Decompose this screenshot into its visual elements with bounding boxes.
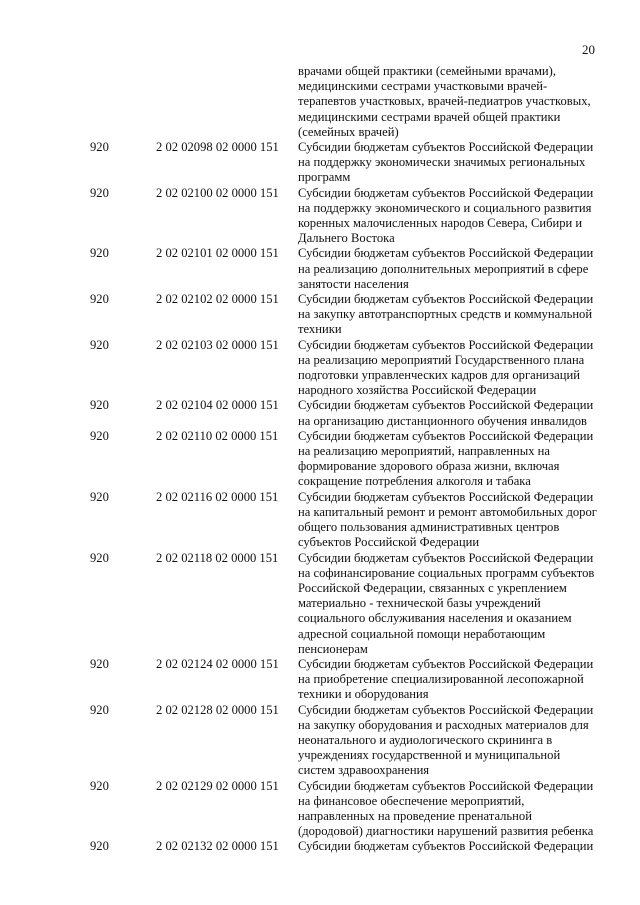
- description-line: Субсидии бюджетам субъектов Российской Федерации: [298, 839, 594, 854]
- description-cell: [298, 551, 610, 657]
- description-line: на закупку автотранспортных средств и коммунальной: [298, 307, 593, 322]
- description-line: на капитальный ремонт и ремонт автомобильных дорог: [298, 504, 597, 519]
- description-line: на реализацию мероприятий Государственного плана: [298, 352, 585, 367]
- admin-code-cell: 920: [90, 839, 109, 854]
- admin-code-cell: 920: [90, 246, 109, 261]
- description-cell: [298, 338, 610, 399]
- table-row: [0, 657, 640, 703]
- description-cell: [298, 779, 610, 840]
- description-line: на приобретение специализированной лесопожарной: [298, 672, 584, 687]
- admin-code-cell: 920: [90, 398, 109, 413]
- table-row: [0, 703, 640, 779]
- description-line: программ: [298, 170, 351, 185]
- description-line: Субсидии бюджетам субъектов Российской Федерации: [298, 778, 594, 793]
- description-cell: [298, 490, 610, 551]
- description-cell: [298, 64, 610, 140]
- description-line: Российской Федерации, связанных с укреплением: [298, 580, 567, 595]
- table-row: [0, 186, 640, 247]
- budget-code-cell: 2 02 02116 02 0000 151: [156, 489, 279, 504]
- budget-code-cell: 2 02 02100 02 0000 151: [156, 185, 279, 200]
- description-line: Субсидии бюджетам субъектов Российской Федерации: [298, 550, 594, 565]
- table-row: [0, 246, 640, 292]
- budget-code-cell: 2 02 02128 02 0000 151: [156, 702, 279, 717]
- description-line: Субсидии бюджетам субъектов Российской Федерации: [298, 489, 594, 504]
- description-line: направленных на проведение пренатальной: [298, 808, 532, 823]
- description-cell: [298, 429, 610, 490]
- description-line: занятости населения: [298, 276, 409, 291]
- description-line: на финансовое обеспечение мероприятий,: [298, 793, 525, 808]
- table-row: [0, 292, 640, 338]
- budget-code-cell: 2 02 02124 02 0000 151: [156, 656, 279, 671]
- description-line: Субсидии бюджетам субъектов Российской Федерации: [298, 398, 594, 413]
- description-line: материально - технической базы учреждений: [298, 596, 541, 611]
- budget-code-cell: 2 02 02129 02 0000 151: [156, 778, 279, 793]
- description-line: Субсидии бюджетам субъектов Российской Федерации: [298, 246, 594, 261]
- table-row: [0, 839, 640, 854]
- budget-code-cell: 2 02 02104 02 0000 151: [156, 398, 279, 413]
- description-line: субъектов Российской Федерации: [298, 535, 480, 550]
- table-row: [0, 490, 640, 551]
- admin-code-cell: 920: [90, 550, 109, 565]
- description-line: подготовки управленческих кадров для организаций: [298, 368, 580, 383]
- budget-code-cell: 2 02 02101 02 0000 151: [156, 246, 279, 261]
- description-line: Субсидии бюджетам субъектов Российской Федерации: [298, 702, 594, 717]
- table-row: [0, 398, 640, 428]
- description-cell: [298, 398, 610, 428]
- admin-code-cell: 920: [90, 778, 109, 793]
- description-line: социального обслуживания населения и оказанием: [298, 611, 572, 626]
- admin-code-cell: 920: [90, 656, 109, 671]
- description-line: Субсидии бюджетам субъектов Российской Федерации: [298, 656, 594, 671]
- description-line: Дальнего Востока: [298, 231, 395, 246]
- description-line: на реализацию мероприятий, направленных на: [298, 444, 551, 459]
- admin-code-cell: 920: [90, 292, 109, 307]
- description-cell: [298, 186, 610, 247]
- admin-code-cell: 920: [90, 489, 109, 504]
- description-cell: [298, 140, 610, 186]
- description-line: Субсидии бюджетам субъектов Российской Федерации: [298, 292, 594, 307]
- description-line: на поддержку экономически значимых региональных: [298, 155, 586, 170]
- table-row: [0, 338, 640, 399]
- budget-code-cell: 2 02 02103 02 0000 151: [156, 337, 279, 352]
- description-line: адресной социальной помощи неработающим: [298, 626, 546, 641]
- description-line: пенсионерам: [298, 641, 368, 656]
- description-line: формирование здорового образа жизни, включая: [298, 459, 560, 474]
- admin-code-cell: 920: [90, 140, 109, 155]
- admin-code-cell: 920: [90, 337, 109, 352]
- table-row: [0, 551, 640, 657]
- description-line: техники и оборудования: [298, 687, 429, 702]
- description-line: Субсидии бюджетам субъектов Российской Федерации: [298, 185, 594, 200]
- description-line: на организацию дистанционного обучения инвалидов: [298, 413, 587, 428]
- revenue-code-table: [0, 64, 640, 855]
- description-cell: [298, 839, 610, 854]
- description-line: врачами общей практики (семейными врачами),: [298, 64, 557, 78]
- description-line: медицинскими сестрами врачей общей практики: [298, 109, 561, 124]
- description-line: на реализацию дополнительных мероприятий в сфере: [298, 261, 589, 276]
- budget-code-cell: 2 02 02098 02 0000 151: [156, 140, 279, 155]
- description-line: Субсидии бюджетам субъектов Российской Федерации: [298, 337, 594, 352]
- description-line: общего пользования административных центров: [298, 520, 560, 535]
- budget-code-cell: 2 02 02118 02 0000 151: [156, 550, 279, 565]
- description-line: (дородовой) диагностики нарушений развития ребенка: [298, 824, 594, 839]
- admin-code-cell: 920: [90, 428, 109, 443]
- description-line: техники: [298, 322, 342, 337]
- description-cell: [298, 246, 610, 292]
- description-line: на софинансирование социальных программ субъектов: [298, 565, 595, 580]
- budget-code-cell: 2 02 02102 02 0000 151: [156, 292, 279, 307]
- table-row: [0, 429, 640, 490]
- table-row: [0, 779, 640, 840]
- description-cell: [298, 657, 610, 703]
- description-line: Субсидии бюджетам субъектов Российской Федерации: [298, 140, 594, 155]
- admin-code-cell: 920: [90, 702, 109, 717]
- description-line: на закупку оборудования и расходных материалов для: [298, 717, 589, 732]
- budget-code-cell: 2 02 02110 02 0000 151: [156, 428, 279, 443]
- description-line: (семейных врачей): [298, 124, 399, 139]
- admin-code-cell: 920: [90, 185, 109, 200]
- description-line: коренных малочисленных народов Севера, Сибири и: [298, 216, 583, 231]
- description-line: на поддержку экономического и социального развития: [298, 200, 592, 215]
- table-row-continuation: [0, 64, 640, 140]
- description-line: народного хозяйства Российской Федерации: [298, 383, 537, 398]
- description-cell: [298, 292, 610, 338]
- description-line: сокращение потребления алкоголя и табака: [298, 474, 531, 489]
- description-line: систем здравоохранения: [298, 763, 430, 778]
- description-line: медицинскими сестрами участковыми врачей-: [298, 79, 548, 94]
- description-line: учреждениях государственной и муниципальной: [298, 748, 561, 763]
- budget-code-cell: 2 02 02132 02 0000 151: [156, 839, 279, 854]
- description-cell: [298, 703, 610, 779]
- description-line: неонатального и аудиологического скрининга в: [298, 732, 553, 747]
- page-number: 20: [582, 42, 595, 57]
- description-line: Субсидии бюджетам субъектов Российской Федерации: [298, 428, 594, 443]
- table-row: [0, 140, 640, 186]
- description-line: терапевтов участковых, врачей-педиатров участковых,: [298, 94, 591, 109]
